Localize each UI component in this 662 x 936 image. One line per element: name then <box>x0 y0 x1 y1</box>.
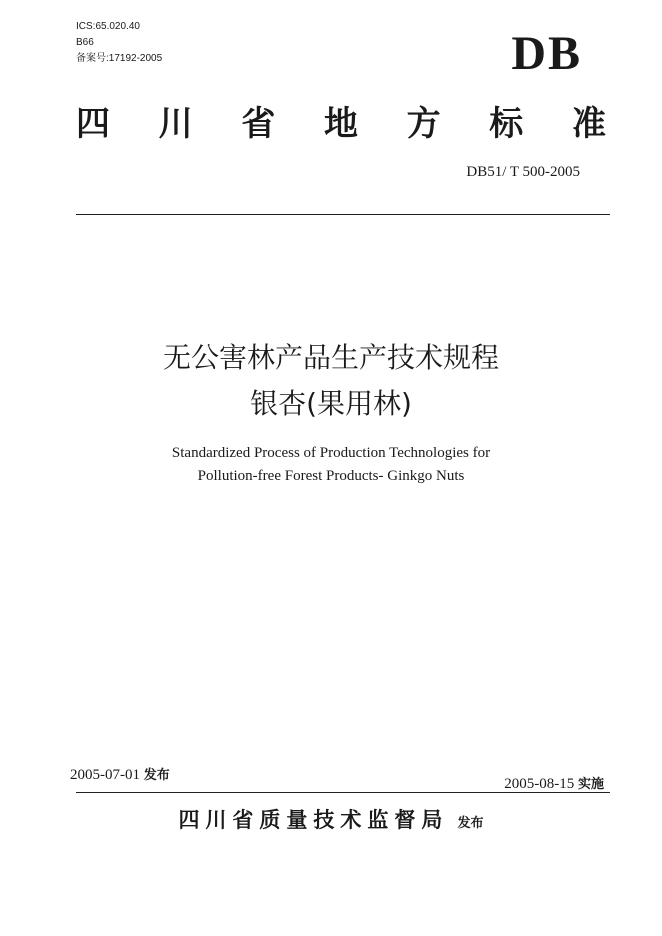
publisher-action: 发布 <box>457 816 484 831</box>
standard-type-char: 川 <box>158 104 193 144</box>
header-divider <box>76 214 610 215</box>
standard-type-char: 四 <box>76 104 110 144</box>
footer-divider <box>76 792 610 793</box>
title-chinese-line1: 无公害林产品生产技术规程 <box>162 341 499 374</box>
title-english-line2: Pollution-free Forest Products- Ginkgo Nuts <box>197 468 465 484</box>
ics-code: ICS:65.020.40 <box>76 21 140 32</box>
issue-date <box>70 764 170 784</box>
standard-type-char: 方 <box>406 104 441 144</box>
db-logo: DB <box>511 27 582 80</box>
standard-type-char: 标 <box>489 104 524 144</box>
impl-date-value: 2005-08-15 <box>504 776 575 792</box>
implementation-date <box>504 773 604 793</box>
publisher <box>0 804 662 834</box>
issue-label: 发布 <box>143 768 170 783</box>
standard-type <box>76 104 606 144</box>
publisher-name: 四川省质量技术监督局 <box>178 808 449 832</box>
title-chinese-line2: 银杏(果用林) <box>250 387 412 420</box>
issue-date-value: 2005-07-01 <box>70 767 140 783</box>
standard-number: DB51/ T 500-2005 <box>466 164 580 180</box>
standard-type-char: 准 <box>571 104 606 144</box>
standard-type-char: 省 <box>241 104 276 144</box>
title-english-line1: Standardized Process of Production Technologies for <box>171 445 491 461</box>
ccs-code: B66 <box>76 37 94 48</box>
standard-type-char: 地 <box>323 104 358 144</box>
impl-label: 实施 <box>577 777 604 792</box>
filing-number: 备案号:17192-2005 <box>76 53 163 64</box>
